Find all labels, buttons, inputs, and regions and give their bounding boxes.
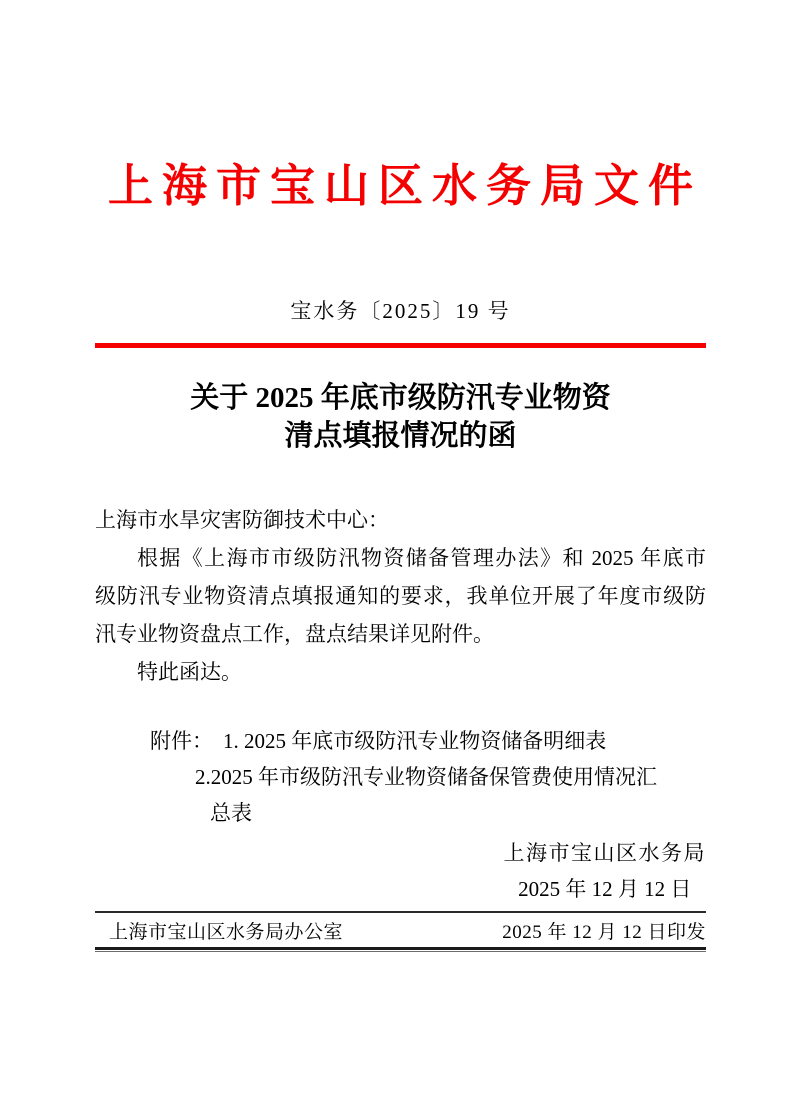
salutation: 上海市水旱灾害防御技术中心： bbox=[95, 508, 389, 532]
attachment-item-2: 2.2025 年市级防汛专业物资储备保管费使用情况汇 bbox=[195, 765, 657, 789]
document-title bbox=[95, 379, 706, 455]
attachments-block bbox=[95, 723, 706, 831]
body-paragraph-line-1: 根据《上海市市级防汛物资储备管理办法》和 2025 年底市 bbox=[137, 546, 706, 570]
attachment-item-2-continued: 总表 bbox=[210, 801, 252, 825]
footer-bottom-rule bbox=[95, 947, 706, 950]
footer-office-name: 上海市宝山区水务局办公室 bbox=[109, 921, 344, 943]
letterhead-title: 上海市宝山区水务局文件 bbox=[107, 161, 702, 211]
document-number: 宝水务〔2025〕19 号 bbox=[290, 299, 511, 323]
attachment-item-1: 1. 2025 年底市级防汛专业物资储备明细表 bbox=[223, 729, 607, 753]
signature-block bbox=[95, 835, 706, 907]
footer-block bbox=[95, 911, 706, 952]
document-title-line1: 关于 2025 年底市级防汛专业物资 bbox=[190, 382, 611, 414]
body-paragraph-line-2: 级防汛专业物资清点填报通知的要求，我单位开展了年度市级防 bbox=[95, 584, 706, 608]
attachments-label: 附件： bbox=[150, 729, 213, 753]
red-divider-line bbox=[95, 343, 706, 348]
body-paragraph-line-3: 汛专业物资盘点工作，盘点结果详见附件。 bbox=[95, 622, 494, 646]
attachment-item-1-row bbox=[95, 723, 706, 759]
footer-print-date: 2025 年 12 月 12 日印发 bbox=[502, 921, 706, 943]
document-title-line2: 清点填报情况的函 bbox=[284, 420, 517, 452]
signature-inner bbox=[504, 835, 707, 907]
issuing-organization: 上海市宝山区水务局 bbox=[503, 841, 706, 865]
footer-bottom-thin-rule bbox=[95, 951, 706, 952]
footer-row bbox=[95, 913, 706, 947]
closing-phrase: 特此函达。 bbox=[137, 660, 242, 684]
document-body bbox=[95, 501, 706, 691]
issue-date: 2025 年 12 月 12 日 bbox=[518, 877, 692, 901]
